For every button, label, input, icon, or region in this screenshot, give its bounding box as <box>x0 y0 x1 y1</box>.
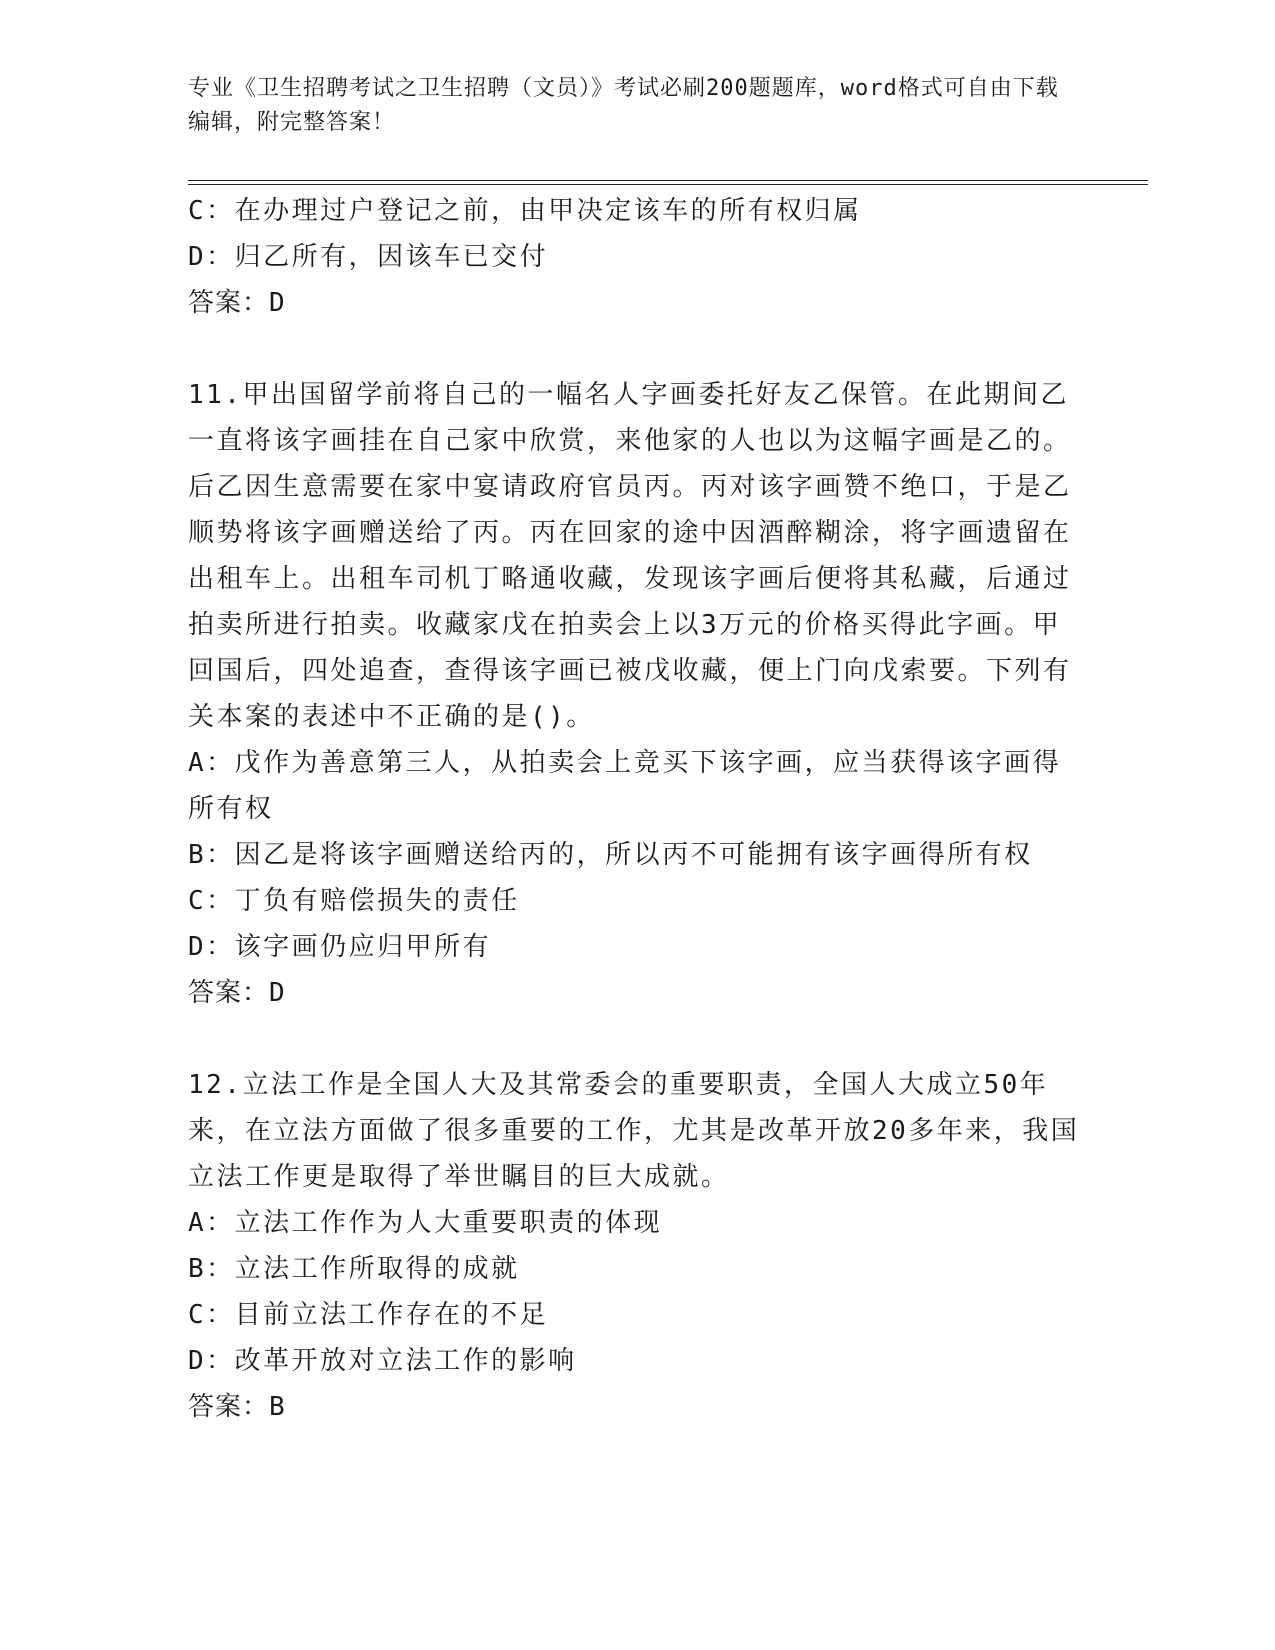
answer-line: 答案：D <box>188 978 286 1008</box>
option-d: D：该字画仍应归甲所有 <box>188 932 492 962</box>
document-body <box>188 188 1088 1430</box>
option-a: A：立法工作作为人大重要职责的体现 <box>188 1208 663 1238</box>
previous-question-block <box>188 188 1088 326</box>
option-d: D：改革开放对立法工作的影响 <box>188 1346 577 1376</box>
option-d: D：归乙所有，因该车已交付 <box>188 242 549 272</box>
question-11-text: 11.甲出国留学前将自己的一幅名人字画委托好友乙保管。在此期间乙一直将该字画挂在自己家中欣赏，来他家的人也以为这幅字画是乙的。后乙因生意需要在家中宴请政府官员丙。丙对该字画赞不绝口，于是乙顺势将该字画赠送给了丙。丙在回家的途中因酒醉糊涂，将字画遗留在出租车上。出租车司机丁略通收藏，发现该字画后便将其私藏，后通过拍卖所进行拍卖。收藏家戊在拍卖会上以3万元的价格买得此字画。甲回国后，四处追查，查得该字画已被戊收藏，便上门向戊索要。下列有关本案的表述中不正确的是()。 <box>188 380 1072 732</box>
header-divider-bottom <box>188 184 1148 185</box>
option-c: C：丁负有赔偿损失的责任 <box>188 886 520 916</box>
question-11-block <box>188 372 1088 1016</box>
question-12-block <box>188 1062 1088 1430</box>
question-12-text: 12.立法工作是全国人大及其常委会的重要职责，全国人大成立50年来，在立法方面做了很多重要的工作，尤其是改革开放20多年来，我国立法工作更是取得了举世瞩目的巨大成就。 <box>188 1070 1080 1192</box>
option-b: B：立法工作所取得的成就 <box>188 1254 520 1284</box>
header-divider-top <box>188 180 1148 181</box>
option-b: B：因乙是将该字画赠送给丙的，所以丙不可能拥有该字画得所有权 <box>188 840 1033 870</box>
option-a: A：戊作为善意第三人，从拍卖会上竞买下该字画，应当获得该字画得所有权 <box>188 748 1062 824</box>
option-c: C：在办理过户登记之前，由甲决定该车的所有权归属 <box>188 196 862 226</box>
answer-line: 答案：D <box>188 288 286 318</box>
answer-line: 答案：B <box>188 1392 286 1422</box>
document-header: 专业《卫生招聘考试之卫生招聘（文员）》考试必刷200题题库，word格式可自由下载编辑，附完整答案！ <box>188 76 1059 135</box>
option-c: C：目前立法工作存在的不足 <box>188 1300 549 1330</box>
